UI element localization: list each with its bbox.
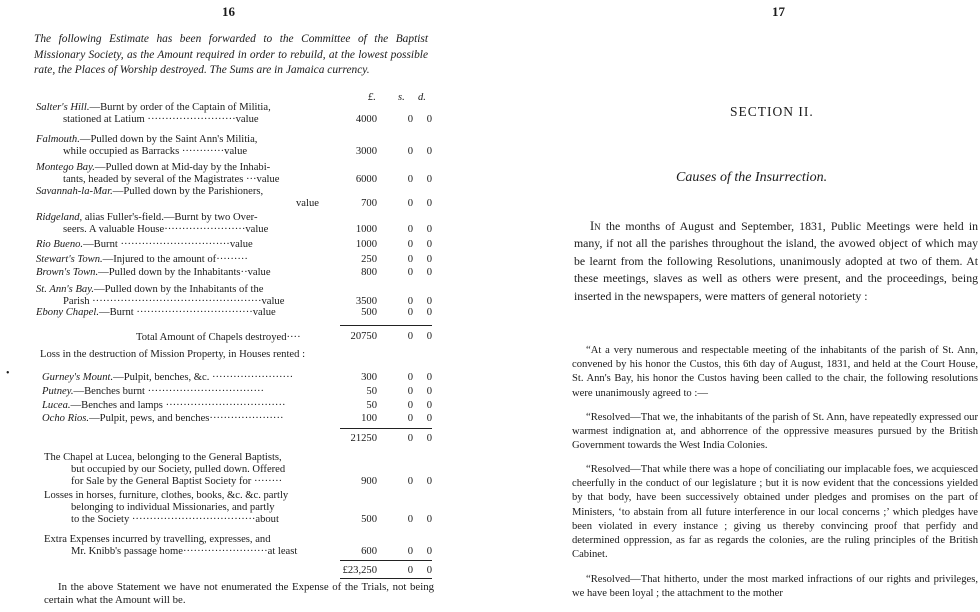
loss-desc: —Benches and lamps ·································· <box>70 400 286 411</box>
chapel-amount-l: 4000 <box>355 114 377 125</box>
loss-amount-d: 0 <box>426 386 432 397</box>
chapel-amount-s: 0 <box>407 146 413 157</box>
chapel-amount-d: 0 <box>426 267 432 278</box>
chapel-desc: —Injured to the amount of········· <box>102 254 248 265</box>
chapel-amount-l: 6000 <box>355 174 377 185</box>
extra-line1: The Chapel at Lucea, belonging to the General Baptists, <box>44 452 282 463</box>
loss-row <box>42 372 362 384</box>
page-number: 16 <box>222 4 235 19</box>
extra-amount-l: 900 <box>361 476 377 487</box>
drop-word: In <box>590 219 601 233</box>
chapel-amount-l: 500 <box>361 307 377 318</box>
extra-line2: but occupied by our Society, pulled down. Offered <box>71 464 286 475</box>
extra-amount-s: 0 <box>407 546 413 557</box>
extra-row <box>44 534 374 558</box>
extra-line2: belonging to individual Missionaries, and partly <box>71 502 275 513</box>
chapel-amount-d: 0 <box>426 174 432 185</box>
extra-line3: for Sale by the General Baptist Society for ········ <box>71 476 283 487</box>
chapel-row-line1 <box>36 186 434 198</box>
chapel-row-line1 <box>36 212 434 224</box>
chapel-amount-d: 0 <box>426 307 432 318</box>
extra-row <box>44 490 374 526</box>
grand-total-s: 0 <box>407 565 413 576</box>
paragraph-text: the months of August and September, 1831, Public Meetings were held in many, if not all the parishes throughout the island, the avowed object of which may be learnt from the following Resolutions, unanimously adopted at two of them. At these meetings, slaves as well as others were present, and the proceedings, being inserted in the newspapers, were matters of general notoriety : <box>574 219 978 303</box>
extra-row <box>44 452 374 488</box>
chapel-row-line2: seers. A valuable House·······················value <box>63 224 269 235</box>
chapel-row-line2: while occupied as Barracks ············value <box>63 146 248 157</box>
extra-amount-s: 0 <box>407 514 413 525</box>
chapel-amount-d: 0 <box>426 114 432 125</box>
extra-amount-d: 0 <box>426 476 432 487</box>
chapel-amount-l: 700 <box>361 198 377 209</box>
total-l: 20750 <box>350 331 377 342</box>
total-s: 0 <box>407 331 413 342</box>
chapel-row-line1 <box>36 162 434 174</box>
margin-mark: • <box>6 368 10 379</box>
chapel-name: Ridgeland, <box>36 212 83 223</box>
pence-heading: d. <box>418 92 426 103</box>
loss-amount-s: 0 <box>407 400 413 411</box>
extra-line1: Losses in horses, furniture, clothes, books, &c. &c. partly <box>44 490 289 501</box>
chapel-amount-s: 0 <box>407 198 413 209</box>
chapel-amount-s: 0 <box>407 114 413 125</box>
loss-desc: —Benches burnt ································· <box>73 386 265 397</box>
chapel-amount-l: 800 <box>361 267 377 278</box>
loss-desc: —Pulpit, pews, and benches····················· <box>89 413 284 424</box>
chapter-title: Causes of the Insurrection. <box>676 170 828 185</box>
loss-name: Ocho Rios. <box>42 413 90 424</box>
quote-meeting: “At a very numerous and respectable meeting of the inhabitants of the parish of St. Ann, convened by his honor the Custos, this 6th day of August, 1831, and held at the Court House, St. Ann's Bay, his honor the Custos having been called to the chair, the following resolutions were unanimously agreed to :— <box>572 345 978 399</box>
loss-row-text <box>42 413 362 425</box>
chapel-amount-d: 0 <box>426 254 432 265</box>
loss-row <box>42 400 362 412</box>
intro-paragraph <box>574 218 978 305</box>
extra-amount-l: 500 <box>361 514 377 525</box>
chapel-desc: —Pulled down by the Inhabitants of the <box>93 284 264 295</box>
loss-amount-d: 0 <box>426 372 432 383</box>
loss-name: Putney. <box>42 386 74 397</box>
grand-total-d: 0 <box>426 565 432 576</box>
estimate-intro: The following Estimate has been forwarded to the Committee of the Baptist Missionary Society, as the Amount required in order to rebuild, at the lowest possible rate, the Places of Worship destroyed. The Sums are in Jamaica currency. <box>34 33 428 76</box>
chapel-amount-s: 0 <box>407 254 413 265</box>
extra-line1: Extra Expenses incurred by travelling, expresses, and <box>44 534 271 545</box>
extra-amount-d: 0 <box>426 546 432 557</box>
chapel-amount-l: 3500 <box>355 296 377 307</box>
loss-row <box>42 413 362 425</box>
chapel-name: Brown's Town. <box>36 267 99 278</box>
chapel-amount-d: 0 <box>426 224 432 235</box>
grand-rule <box>340 560 432 561</box>
chapel-name: Rio Bueno. <box>36 239 84 250</box>
chapel-name: St. Ann's Bay. <box>36 284 94 295</box>
loss-amount-d: 0 <box>426 400 432 411</box>
chapel-amount-d: 0 <box>426 239 432 250</box>
total-d: 0 <box>426 331 432 342</box>
loss-amount-l: 50 <box>366 400 377 411</box>
chapel-desc: —Pulled down at Mid-day by the Inhabi- <box>94 162 271 173</box>
chapel-amount-d: 0 <box>426 146 432 157</box>
shillings-heading: s. <box>398 92 405 103</box>
quote-resolved-2: “Resolved—That while there was a hope of conciliating our implacable foes, we acquiesced cheerfully in the conduct of our legislature ; but it is now evident that the concessions yielded by that body, have been successively obtained under pledges and promises on the part of Ministers, ‘to abstain from all future interference in our local concerns ;’ which pledges have been violated in every instance ; giving us thereby convincing proof that perfidy and determined oppression, as far as regards the colonies, are the ruling principles of the British Cabinet. <box>572 464 978 561</box>
chapel-desc: alias Fuller's-field.—Burnt by two Over- <box>82 212 258 223</box>
chapel-desc: —Burnt ·································value <box>98 307 276 318</box>
subtotal-l: 21250 <box>350 433 377 444</box>
chapel-row-line2: tants, headed by several of the Magistrates ···value <box>63 174 280 185</box>
chapel-name: Salter's Hill. <box>36 102 90 113</box>
chapel-desc: —Pulled down by the Saint Ann's Militia, <box>79 134 258 145</box>
chapel-name: Savannah-la-Mar. <box>36 186 113 197</box>
chapel-name: Stewart's Town. <box>36 254 103 265</box>
chapel-row-line2: value <box>296 198 319 209</box>
grand-total-l: £23,250 <box>342 565 377 576</box>
loss-amount-d: 0 <box>426 413 432 424</box>
quote-resolved-3: “Resolved—That hitherto, under the most marked infractions of our rights and privileges, we have been loyal ; the attachment to the mother <box>572 574 978 600</box>
pounds-heading: £. <box>368 92 376 103</box>
loss-name: Lucea. <box>42 400 71 411</box>
chapel-amount-d: 0 <box>426 198 432 209</box>
chapel-desc: —Burnt ·······························value <box>83 239 253 250</box>
chapel-row-line2: Parish ················································value <box>63 296 285 307</box>
chapel-amount-l: 1000 <box>355 239 377 250</box>
page-number: 17 <box>772 4 785 19</box>
subtotal-s: 0 <box>407 433 413 444</box>
chapel-desc: —Burnt by order of the Captain of Militia, <box>89 102 271 113</box>
loss-amount-l: 50 <box>366 386 377 397</box>
chapel-amount-s: 0 <box>407 267 413 278</box>
loss-amount-s: 0 <box>407 386 413 397</box>
loss-row-text <box>42 386 362 398</box>
subtotal-d: 0 <box>426 433 432 444</box>
chapel-row-line1 <box>36 284 434 296</box>
total-chapels-label: Total Amount of Chapels destroyed···· <box>136 332 301 343</box>
loss-amount-s: 0 <box>407 372 413 383</box>
chapel-amount-d: 0 <box>426 296 432 307</box>
loss-desc: —Pulpit, benches, &c. ······················· <box>113 372 294 383</box>
loss-heading: Loss in the destruction of Mission Property, in Houses rented : <box>40 349 306 360</box>
extra-line3: to the Society ···································about <box>71 514 279 525</box>
total-rule <box>340 325 432 326</box>
chapel-amount-s: 0 <box>407 174 413 185</box>
loss-row <box>42 386 362 398</box>
chapel-amount-s: 0 <box>407 296 413 307</box>
quote-resolved-1: “Resolved—That we, the inhabitants of the parish of St. Ann, have repeatedly expressed our warmest indignation at, and abhorrence of the oppressive measures pursued by the British Government towards the West India Colonies. <box>572 412 978 452</box>
extra-amount-l: 600 <box>361 546 377 557</box>
chapel-amount-s: 0 <box>407 239 413 250</box>
chapel-desc: —Pulled down by the Inhabitants··value <box>98 267 271 278</box>
extra-amount-s: 0 <box>407 476 413 487</box>
chapel-amount-l: 250 <box>361 254 377 265</box>
chapel-amount-l: 1000 <box>355 224 377 235</box>
loss-amount-s: 0 <box>407 413 413 424</box>
loss-row-text <box>42 400 362 412</box>
extra-amount-d: 0 <box>426 514 432 525</box>
chapel-amount-l: 3000 <box>355 146 377 157</box>
chapel-amount-s: 0 <box>407 307 413 318</box>
chapel-row-line1 <box>36 134 434 146</box>
grand-rule-bottom <box>340 578 432 579</box>
chapel-name: Montego Bay. <box>36 162 95 173</box>
chapel-desc: —Pulled down by the Parishioners, <box>112 186 264 197</box>
loss-row-text <box>42 372 362 384</box>
chapel-name: Ebony Chapel. <box>36 307 99 318</box>
chapel-row-line1 <box>36 102 434 114</box>
chapel-row-line2: stationed at Latium ·························value <box>63 114 259 125</box>
loss-amount-l: 100 <box>361 413 377 424</box>
section-heading: SECTION II. <box>730 104 814 119</box>
extra-line2: Mr. Knibb's passage home························at least <box>71 546 298 557</box>
loss-name: Gurney's Mount. <box>42 372 114 383</box>
chapel-amount-s: 0 <box>407 224 413 235</box>
loss-amount-l: 300 <box>361 372 377 383</box>
chapel-name: Falmouth. <box>36 134 80 145</box>
subtotal-rule <box>340 428 432 429</box>
footnote: In the above Statement we have not enumerated the Expense of the Trials, not being certain what the Amount will be. <box>44 581 434 606</box>
